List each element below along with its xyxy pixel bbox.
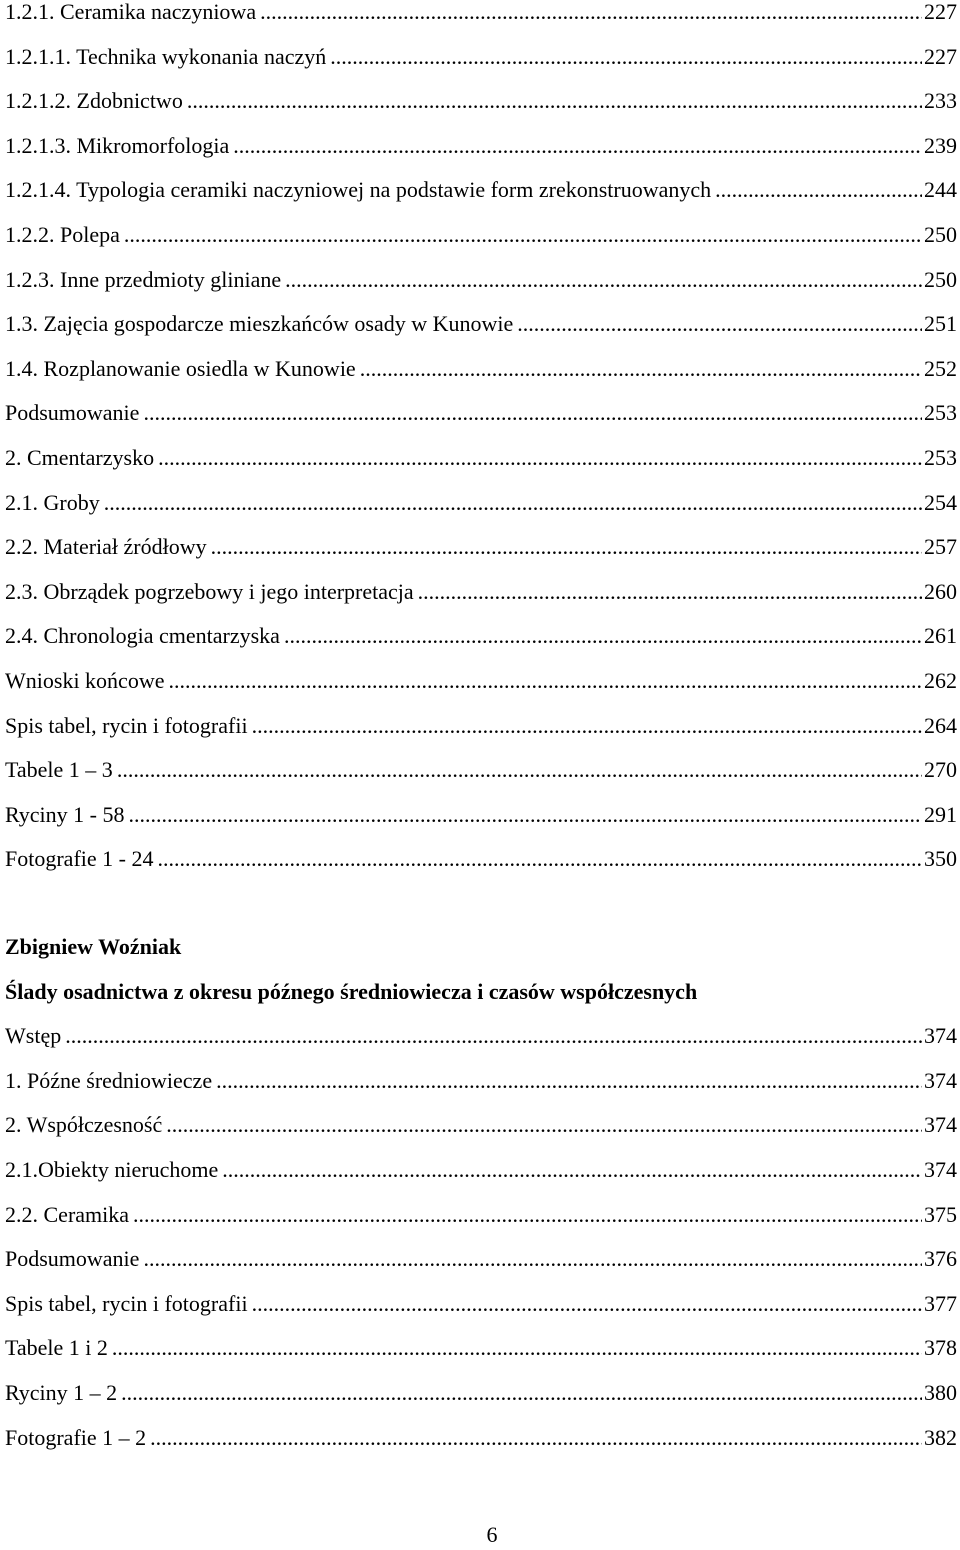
toc-entry (5, 213, 957, 258)
toc-entry-title: 1.2.1.3. Mikromorfologia (5, 132, 230, 158)
toc-entry (5, 1326, 957, 1371)
toc-entry (5, 347, 957, 392)
toc-entry-page-number: 250 (924, 221, 957, 247)
toc-dot-leader (360, 347, 922, 392)
toc-entry (5, 79, 957, 124)
toc-dot-leader (211, 525, 922, 570)
toc-dot-leader (233, 124, 922, 169)
chapter-title: Ślady osadnictwa z okresu późnego średniowiecza i czasów współczesnych (5, 978, 698, 1004)
toc-entry (5, 1103, 957, 1148)
toc-entry-page-number: 375 (924, 1201, 957, 1227)
toc-entry-page-number: 374 (924, 1023, 957, 1049)
toc-entry-page-number: 260 (924, 578, 957, 604)
toc-entry-page-number: 250 (924, 266, 957, 292)
toc-entry-page-number: 264 (924, 712, 957, 738)
toc-entry-page-number: 261 (924, 623, 957, 649)
toc-entry (5, 1059, 957, 1104)
toc-entry-title: Spis tabel, rycin i fotografii (5, 712, 248, 738)
toc-entry-title: Ryciny 1 - 58 (5, 801, 125, 827)
toc-entry-page-number: 244 (924, 177, 957, 203)
toc-entry-page-number: 377 (924, 1290, 957, 1316)
toc-entry (5, 659, 957, 704)
toc-entry-title: Wstęp (5, 1023, 62, 1049)
toc-entry-title: 2.2. Materiał źródłowy (5, 534, 207, 560)
toc-entry-page-number: 253 (924, 444, 957, 470)
toc-entry-title: 1.2.1.2. Zdobnictwo (5, 88, 183, 114)
toc-entry (5, 1148, 957, 1193)
toc-entry-page-number: 382 (924, 1424, 957, 1450)
toc-dot-leader (65, 1014, 922, 1059)
toc-dot-leader (133, 1193, 922, 1238)
toc-entry-title: 2. Cmentarzysko (5, 444, 155, 470)
toc-entry-page-number: 270 (924, 757, 957, 783)
toc-dot-leader (158, 436, 922, 481)
toc-dot-leader (187, 79, 922, 124)
toc-dot-leader (117, 748, 922, 793)
toc-dot-leader (143, 1237, 922, 1282)
toc-entry-title: Fotografie 1 – 2 (5, 1424, 147, 1450)
toc-entry (5, 168, 957, 213)
toc-entry (5, 570, 957, 615)
toc-entry-page-number: 253 (924, 400, 957, 426)
toc-dot-leader (517, 302, 922, 347)
toc-dot-leader (252, 1282, 922, 1327)
toc-entry (5, 35, 957, 80)
toc-entry-title: 2. Współczesność (5, 1112, 163, 1138)
toc-entry-page-number: 254 (924, 489, 957, 515)
toc-dot-leader (150, 1416, 922, 1461)
toc-dot-leader (112, 1326, 922, 1371)
toc-entry (5, 1237, 957, 1282)
toc-entry (5, 1282, 957, 1327)
toc-entry-title: 2.1. Groby (5, 489, 100, 515)
toc-dot-leader (222, 1148, 922, 1193)
toc-entry-title: 1.2.1.4. Typologia ceramiki naczyniowej na podstawie form zrekonstruowanych (5, 177, 712, 203)
chapter-author: Zbigniew Woźniak (5, 934, 182, 959)
toc-dot-leader (418, 570, 922, 615)
toc-entry-title: 1.4. Rozplanowanie osiedla w Kunowie (5, 355, 356, 381)
toc-entry (5, 793, 957, 838)
toc-dot-leader (121, 1371, 922, 1416)
toc-entry-page-number: 257 (924, 534, 957, 560)
toc-entry (5, 0, 957, 35)
toc-entry-title: Tabele 1 i 2 (5, 1335, 108, 1361)
toc-entry (5, 1416, 957, 1461)
toc-dot-leader (168, 659, 922, 704)
page-number: 6 (486, 1522, 498, 1547)
toc-entry-title: 1.2.1. Ceramika naczyniowa (5, 0, 257, 24)
toc-dot-leader (715, 168, 922, 213)
table-of-contents-part-1 (5, 0, 957, 882)
toc-dot-leader (124, 213, 922, 258)
toc-entry-page-number: 227 (924, 0, 957, 24)
toc-entry-title: Tabele 1 – 3 (5, 757, 113, 783)
toc-entry (5, 1014, 957, 1059)
toc-entry (5, 258, 957, 303)
toc-entry-title: 1.2.3. Inne przedmioty gliniane (5, 266, 282, 292)
toc-entry (5, 124, 957, 169)
toc-entry-title: 2.4. Chronologia cmentarzyska (5, 623, 280, 649)
toc-entry-title: 2.2. Ceramika (5, 1201, 130, 1227)
toc-entry-title: Spis tabel, rycin i fotografii (5, 1290, 248, 1316)
toc-entry-title: 2.3. Obrządek pogrzebowy i jego interpretacja (5, 578, 414, 604)
toc-entry-page-number: 374 (924, 1112, 957, 1138)
toc-entry-page-number: 251 (924, 311, 957, 337)
toc-dot-leader (260, 0, 922, 35)
toc-entry (5, 391, 957, 436)
toc-entry (5, 436, 957, 481)
toc-entry-page-number: 239 (924, 132, 957, 158)
toc-entry-title: Fotografie 1 - 24 (5, 846, 154, 872)
toc-dot-leader (129, 793, 923, 838)
toc-entry-page-number: 380 (924, 1379, 957, 1405)
toc-entry-page-number: 227 (924, 43, 957, 69)
toc-entry (5, 748, 957, 793)
toc-entry-page-number: 252 (924, 355, 957, 381)
toc-entry (5, 614, 957, 659)
toc-entry (5, 302, 957, 347)
toc-dot-leader (330, 35, 922, 80)
toc-entry-title: 1.2.1.1. Technika wykonania naczyń (5, 43, 327, 69)
table-of-contents-part-2 (5, 1014, 957, 1460)
toc-dot-leader (284, 614, 922, 659)
toc-entry-title: 1.3. Zajęcia gospodarcze mieszkańców osady w Kunowie (5, 311, 514, 337)
toc-entry-page-number: 350 (924, 846, 957, 872)
toc-entry-title: Podsumowanie (5, 400, 140, 426)
second-chapter-block (5, 925, 957, 1460)
toc-dot-leader (252, 704, 922, 749)
toc-entry (5, 481, 957, 526)
toc-entry-title: Ryciny 1 – 2 (5, 1379, 118, 1405)
toc-entry (5, 1193, 957, 1238)
toc-entry (5, 704, 957, 749)
toc-dot-leader (166, 1103, 922, 1148)
toc-entry-title: 1. Późne średniowiecze (5, 1067, 213, 1093)
toc-entry-page-number: 233 (924, 88, 957, 114)
toc-entry-page-number: 291 (924, 801, 957, 827)
toc-entry-page-number: 378 (924, 1335, 957, 1361)
toc-entry-title: 1.2.2. Polepa (5, 221, 120, 247)
toc-entry (5, 837, 957, 882)
toc-entry-title: Wnioski końcowe (5, 667, 165, 693)
toc-entry (5, 525, 957, 570)
toc-entry-page-number: 374 (924, 1156, 957, 1182)
toc-dot-leader (143, 391, 922, 436)
toc-dot-leader (216, 1059, 922, 1104)
toc-dot-leader (285, 258, 922, 303)
toc-entry-title: Podsumowanie (5, 1246, 140, 1272)
toc-dot-leader (104, 481, 922, 526)
toc-entry-page-number: 376 (924, 1246, 957, 1272)
toc-dot-leader (157, 837, 922, 882)
toc-entry-title: 2.1.Obiekty nieruchome (5, 1156, 219, 1182)
toc-entry-page-number: 374 (924, 1067, 957, 1093)
toc-entry (5, 1371, 957, 1416)
toc-entry-page-number: 262 (924, 667, 957, 693)
